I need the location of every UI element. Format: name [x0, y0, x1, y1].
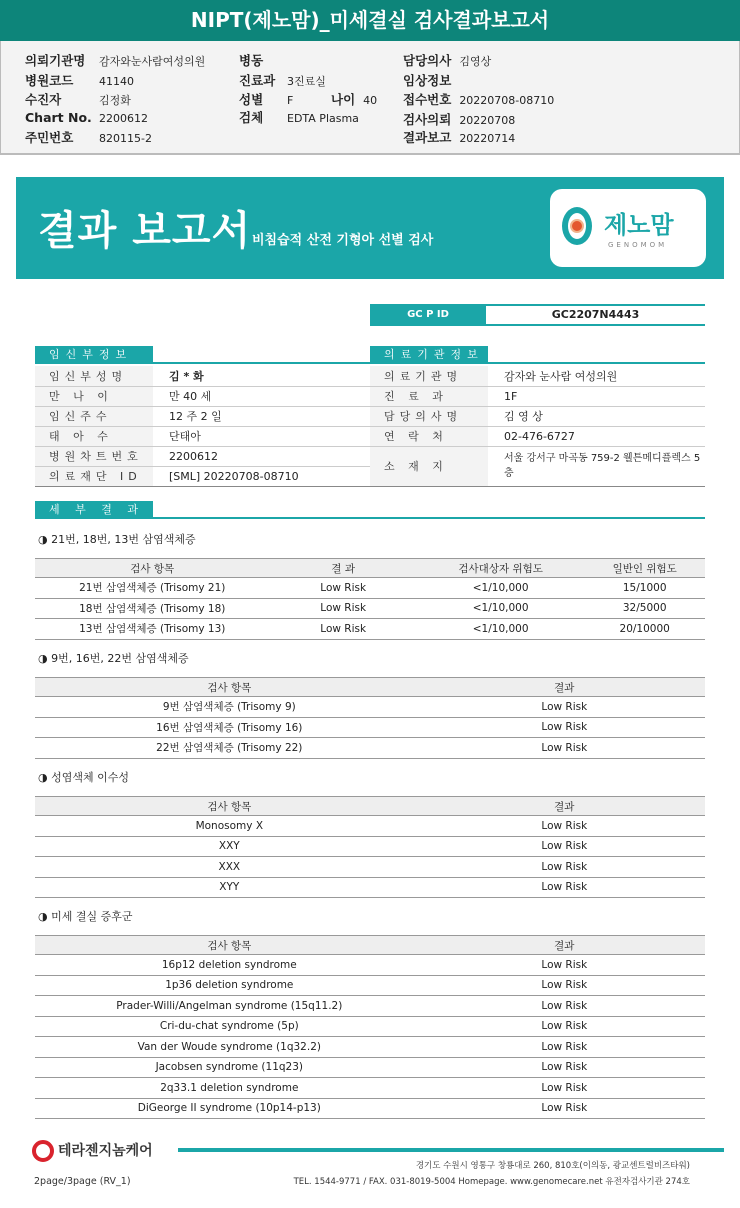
row-value: 김 영 상 — [488, 406, 705, 426]
table-cell: Low Risk — [424, 1078, 705, 1099]
table-cell: <1/10,000 — [417, 619, 585, 640]
info-label: 수진자 — [25, 92, 62, 107]
info-value: 820115-2 — [99, 132, 152, 145]
row-value: 단태아 — [153, 426, 370, 446]
table-row — [35, 877, 705, 898]
info-label: 결과보고 — [403, 130, 452, 145]
table-cell: Low Risk — [424, 836, 705, 857]
info-row — [35, 406, 370, 426]
row-value: 김 * 화 — [153, 366, 370, 386]
info-field — [403, 71, 459, 89]
report-banner — [16, 177, 724, 279]
page-number: 2page/3page (RV_1) — [34, 1176, 131, 1187]
info-field — [25, 90, 131, 108]
banner-title: 결과 보고서 — [38, 208, 252, 254]
results-table — [35, 558, 705, 640]
info-value: 감자와눈사람여성의원 — [99, 55, 206, 68]
table-row — [35, 578, 705, 599]
table-row — [35, 1078, 705, 1099]
table-cell: <1/10,000 — [417, 578, 585, 599]
row-value: 02-476-6727 — [488, 426, 705, 446]
genomom-logo — [550, 189, 706, 267]
table-row — [35, 1037, 705, 1058]
table-cell: Low Risk — [270, 619, 417, 640]
info-value: 3진료실 — [287, 75, 326, 88]
table-cell: Low Risk — [424, 857, 705, 878]
info-value: 김영상 — [459, 55, 492, 68]
info-value: 20220708 — [459, 114, 516, 127]
table-cell: Jacobsen syndrome (11q23) — [35, 1057, 424, 1078]
table-cell: <1/10,000 — [417, 598, 585, 619]
info-label: 나이 — [331, 92, 356, 107]
column-header: 결과 — [424, 678, 705, 697]
info-row — [35, 386, 370, 406]
row-label: 소 재 지 — [370, 446, 488, 486]
info-label: 병동 — [239, 53, 264, 68]
info-age — [331, 90, 377, 108]
patient-info-table — [35, 366, 370, 487]
row-label: 태 아 수 — [35, 426, 153, 446]
column-header: 결과 — [424, 797, 705, 816]
table-cell: Cri-du-chat syndrome (5p) — [35, 1016, 424, 1037]
table-row — [35, 697, 705, 718]
column-header: 결과 — [424, 936, 705, 955]
column-header: 일반인 위험도 — [584, 559, 705, 578]
info-field — [25, 128, 152, 146]
terragen-g-icon — [32, 1140, 54, 1162]
table-row — [35, 955, 705, 976]
table-cell: 15/1000 — [584, 578, 705, 599]
table-cell: 16p12 deletion syndrome — [35, 955, 424, 976]
info-label: 주민번호 — [25, 130, 74, 145]
info-row — [35, 426, 370, 446]
info-label: 담당의사 — [403, 53, 452, 68]
footer-contact: TEL. 1544-9771 / FAX. 031-8019-5004 Homepage. www.genomecare.net 유전자검사기관 274호 — [293, 1177, 690, 1187]
info-row — [35, 466, 370, 486]
info-row — [370, 446, 705, 486]
results-table — [35, 796, 705, 898]
info-field — [25, 110, 148, 125]
info-label: 접수번호 — [403, 92, 452, 107]
table-cell: Low Risk — [270, 578, 417, 599]
info-label: Chart No. — [25, 110, 92, 125]
column-header: 검사 항목 — [35, 936, 424, 955]
row-label: 임신부성명 — [35, 366, 153, 386]
table-cell: XYY — [35, 877, 424, 898]
banner-subtitle: 비침습적 산전 기형아 선별 검사 — [252, 233, 434, 248]
table-cell: Low Risk — [424, 717, 705, 738]
info-row — [35, 446, 370, 466]
table-cell: XXX — [35, 857, 424, 878]
table-cell: 32/5000 — [584, 598, 705, 619]
table-cell: DiGeorge II syndrome (10p14-p13) — [35, 1098, 424, 1119]
results-table — [35, 677, 705, 759]
request-info-panel — [0, 41, 740, 155]
terragen-logo: 테라젠지놈케어 — [32, 1140, 153, 1162]
table-cell: Low Risk — [424, 877, 705, 898]
gcpid-value: GC2207N4443 — [551, 308, 640, 321]
table-cell: Low Risk — [424, 697, 705, 718]
footer-divider — [178, 1148, 724, 1152]
table-row — [35, 619, 705, 640]
table-cell: XXY — [35, 836, 424, 857]
table-row — [35, 1057, 705, 1078]
logo-text: 제노맘 — [604, 211, 674, 239]
section-title: ◑ 미세 결실 증후군 — [38, 910, 133, 923]
column-header: 검사 항목 — [35, 797, 424, 816]
info-field — [403, 128, 515, 146]
table-row — [35, 816, 705, 837]
table-cell: 21번 삼염색체증 (Trisomy 21) — [35, 578, 270, 599]
table-cell: Low Risk — [424, 816, 705, 837]
info-row — [370, 386, 705, 406]
table-row — [35, 1098, 705, 1119]
table-cell: Low Risk — [424, 738, 705, 759]
table-cell: 9번 삼염색체증 (Trisomy 9) — [35, 697, 424, 718]
table-row — [35, 717, 705, 738]
table-row — [35, 996, 705, 1017]
row-value: [SML] 20220708-08710 — [153, 466, 370, 486]
table-row — [35, 975, 705, 996]
table-row — [35, 857, 705, 878]
info-label: 검체 — [239, 110, 264, 125]
table-cell: Low Risk — [270, 598, 417, 619]
table-cell: Low Risk — [424, 996, 705, 1017]
document-title: NIPT(제노맘)_미세결실 검사결과보고서 — [0, 0, 740, 41]
table-row — [35, 836, 705, 857]
logo-baby-icon — [570, 219, 584, 233]
table-row — [35, 1016, 705, 1037]
institution-info-header: 의료기관정보 — [370, 346, 705, 364]
logo-subtext: GENOMOM — [608, 241, 668, 249]
info-row — [35, 366, 370, 386]
info-field — [403, 51, 491, 69]
results-table — [35, 935, 705, 1119]
row-label: 임신주수 — [35, 406, 153, 426]
gcpid-label: GC P ID — [370, 306, 486, 324]
table-cell: 2q33.1 deletion syndrome — [35, 1078, 424, 1099]
table-cell: Van der Woude syndrome (1q32.2) — [35, 1037, 424, 1058]
info-label: 의뢰기관명 — [25, 53, 86, 68]
info-value: 20220714 — [459, 132, 516, 145]
info-value: 20220708-08710 — [459, 94, 555, 107]
info-field — [239, 51, 287, 69]
section-title: ◑ 21번, 18번, 13번 삼염색체증 — [38, 533, 196, 546]
row-label: 의료기관명 — [370, 366, 488, 386]
info-value: 김정화 — [99, 94, 131, 107]
row-value: 1F — [488, 386, 705, 406]
table-cell: 22번 삼염색체증 (Trisomy 22) — [35, 738, 424, 759]
section-title: ◑ 성염색체 이수성 — [38, 771, 129, 784]
row-label: 병원차트번호 — [35, 446, 153, 466]
table-cell: 20/10000 — [584, 619, 705, 640]
info-label: 진료과 — [239, 73, 276, 88]
row-value: 2200612 — [153, 446, 370, 466]
footer-address: 경기도 수원시 영통구 창룡대로 260, 810호(이의동, 광교센트럴비즈타워) — [415, 1161, 690, 1171]
info-label: 임상정보 — [403, 73, 452, 88]
table-cell: Low Risk — [424, 1037, 705, 1058]
info-field — [25, 51, 205, 69]
info-label: 성별 — [239, 92, 264, 107]
table-cell: Low Risk — [424, 1098, 705, 1119]
info-value: 41140 — [99, 75, 134, 88]
info-row — [370, 366, 705, 386]
info-field — [239, 108, 359, 126]
column-header: 검사 항목 — [35, 559, 270, 578]
gcpid-row — [370, 304, 705, 326]
info-field — [403, 110, 515, 128]
column-header: 검사대상자 위험도 — [417, 559, 585, 578]
column-header: 검사 항목 — [35, 678, 424, 697]
info-label: 병원코드 — [25, 73, 74, 88]
table-row — [35, 598, 705, 619]
detail-results-header: 세 부 결 과 — [35, 501, 705, 519]
row-value: 감자와 눈사람 여성의원 — [488, 366, 705, 386]
table-cell: Prader-Willi/Angelman syndrome (15q11.2) — [35, 996, 424, 1017]
info-value: 40 — [363, 94, 378, 107]
section-title: ◑ 9번, 16번, 22번 삼염색체증 — [38, 652, 189, 665]
table-cell: 1p36 deletion syndrome — [35, 975, 424, 996]
row-value: 서울 강서구 마곡동 759-2 웰튼메디플렉스 5층 — [488, 446, 705, 486]
table-row — [35, 738, 705, 759]
table-cell: Monosomy X — [35, 816, 424, 837]
table-cell: Low Risk — [424, 975, 705, 996]
row-label: 연 락 처 — [370, 426, 488, 446]
row-label: 담당의사명 — [370, 406, 488, 426]
patient-info-header: 임신부정보 — [35, 346, 370, 364]
info-label: 검사의뢰 — [403, 112, 452, 127]
info-field — [403, 90, 554, 108]
info-row — [370, 426, 705, 446]
info-row — [370, 406, 705, 426]
info-field — [25, 71, 134, 89]
row-value: 12 주 2 일 — [153, 406, 370, 426]
info-value: EDTA Plasma — [287, 112, 359, 125]
row-label: 의료재단 ID — [35, 466, 153, 486]
row-value: 만 40 세 — [153, 386, 370, 406]
info-field — [239, 71, 326, 89]
table-cell: Low Risk — [424, 1057, 705, 1078]
row-label: 진 료 과 — [370, 386, 488, 406]
column-header: 결 과 — [270, 559, 417, 578]
info-value: 2200612 — [99, 112, 148, 125]
table-cell: Low Risk — [424, 1016, 705, 1037]
institution-info-table — [370, 366, 705, 487]
table-cell: 16번 삼염색체증 (Trisomy 16) — [35, 717, 424, 738]
info-value: F — [287, 94, 294, 107]
table-cell: 18번 삼염색체증 (Trisomy 18) — [35, 598, 270, 619]
table-cell: 13번 삼염색체증 (Trisomy 13) — [35, 619, 270, 640]
info-field — [239, 90, 293, 108]
row-label: 만 나 이 — [35, 386, 153, 406]
table-cell: Low Risk — [424, 955, 705, 976]
